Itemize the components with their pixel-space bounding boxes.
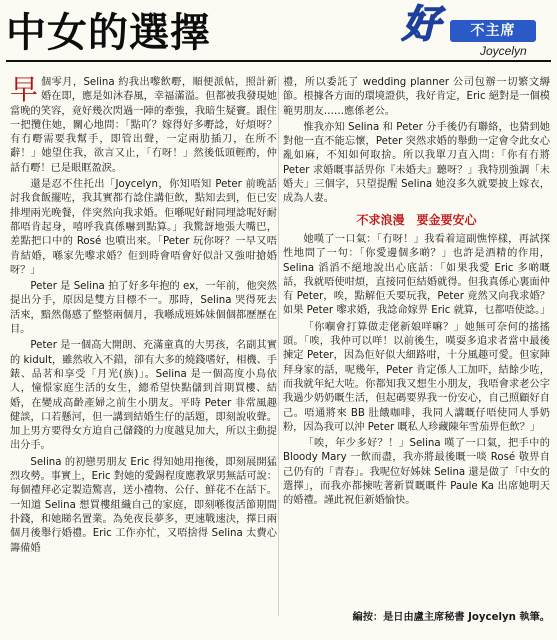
paragraph (10, 76, 277, 176)
subheading: 不求浪漫 要金要安心 (356, 212, 477, 227)
column-logo (398, 2, 552, 58)
paragraph: 禮，所以委託了 wedding planner 公司包辦一切繁文縟節。根據各方面的環境證供，我好肯定，Eric 絕對是一個模範男朋友……應係老公。 (283, 77, 550, 117)
paragraph: Selina 的初戀男朋友 Eric 得知她用拖後，即刻展開猛烈攻勢。事實上，Eric 對她的愛錫程度應教眾男無話可說：每個禮拜必定製造驚喜，送小禮物、公仔、鮮花不在話下。一知道 Selina 想買樓組織自己的家庭，即刻喺復活節期間扑錢，和她睇名置業。為免夜長夢多，更速戰速決，擇日兩個月後舉行婚禮。Eric 工作亦忙，又唔捨得 Selina 太費心籌備婚 (10, 456, 277, 554)
paragraph: 惟我亦知 Selina 和 Peter 分手後仍有聯絡，也猜到她對他一直不能忘懷，Peter 突然求婚的舉動一定會令此女心亂如麻，不知如何取捨。所以我單刀直入問：「你有冇將 Peter 求婚嘅事話畀你『未婚夫』聽呀？」我特別強調「未婚夫」三個字，只望提醒 Selina 她沒多久就要披上嫁衣，成為人妻。 (283, 121, 550, 205)
article-headline: 中女的選擇 (6, 9, 211, 56)
paragraph: 「唉，年少多好？！」Selina 嘆了一口氣，把手中的 Bloody Mary 一飲而盡，我亦將最後嘅一啖 Rosé 敬畀自己仍有的「青春」。我呢位好姊妹 Selina 還是做了「中女的選擇」，而我亦都揀咗著新買嘅嘅件 Paule Ka 出席她明天的婚禮。謹此祝佢新婚愉快。 (283, 438, 550, 507)
paragraph: Peter 是 Selina 拍了好多年抱的 ex，一年前，他突然提出分手，原因是雙方目標不一。那時，Selina 哭得死去活來，黯然傷感了整整兩個月，我喺成班姊妹個個都歷歷在目。 (10, 281, 277, 336)
editor-note: 編按：是日由盧主席秘書 Joycelyn 執筆。 (352, 612, 550, 623)
paragraph-text: 個零月，Selina 約我出嚟飲嘢，順便派帖，照計新婚在即，應是如沐春風，幸福滿溢。但都被我發現她當晚的笑容，竟好幾次閃過一陣的牽強，我暗生疑竇。跟住一把攬住她，關心地問：「點吖？嫁得好多嘢諗，好煩呀？有冇嘢需要我幫手，即管出聲，一定兩肋插刀，在所不辭！」她望住我，欲言又止，「冇呀！」然後低頭輕酌，仲話冇嘢！已是眼眶盈淚。 (10, 77, 277, 174)
logo-author: Joycelyn (480, 44, 527, 58)
paragraph: 她嘆了一口氣：「冇呀！」我看着這副憔悴樣，再試探性地問了一句：「你愛邊個多啲？」也許是酒精的作用，Selina 滔滔不絕地說出心底話：「如果我愛 Eric 多啲嘅話，我就唔使咁煩，直接同佢結婚就得。但我真係心裏面仲有 Peter，唉，點解佢夭要玩我，Peter 竟然又向我求婚？如果 Peter 嚟求婚，我諗命嫁畀 Eric 就算，乜都唔使諗。」 (283, 233, 550, 317)
logo-tag: 不主席 (450, 20, 536, 42)
column-divider (278, 76, 279, 616)
headline-rule (6, 60, 551, 62)
logo-hao-glyph: 好 (402, 1, 441, 46)
paragraph: 「你嗰會打算做走佬新娘咩嘛？」她無可奈何的搖搖頭。「唉，我仲可以咩！以前後生，嘆耍多追求者當中最後揀定 Peter，因為佢好似大細路咁，十分風趣可愛。但家陣拜身家的話，呢幾年，Peter 肯定係人工加吓，結餘少咗，而我就年紀大咗。你都知我又想生小朋友，我唔會求老公字我過少奶奶嘅生活，但起碼要界我一份安心，自己照顧好自己。唔通將來 BB 肚餓咖啡，我同人講嘅仔唔使同人爭奶粉，因為我可以沖 Peter 嘅私人珍藏陳年雪茄畀佢飲？」 (283, 321, 550, 433)
paragraph: Peter 是一個高大開朗、充滿童真的大男孩，名副其實的 kidult，雖然收入不錯，卻有大多的燒錢嗜好，相機、手錶、品茗和享受「月光(族)」。Selina 是一個高度小鳥依人，憧憬家庭生活的女生，總希望快點儲到首期買樓、結婚，在變成高齡產婦之前生小朋友。平時 Peter 非常風趣健談，口若懸河，但一講到結婚生仔的話題，即刻說收聲。加上男方要得女方迫自己儲錢的力度越見加大，所以主動提出分手。 (10, 340, 277, 452)
paragraph: 還是忍不住托出「Joycelyn，你知唔知 Peter 前晚話討我食飯擺咗，我其實都冇諗住講佢飲，點知去到，佢已安排埋兩光晚餐，伴突然向我求婚。佢喺呢好耐同埋諗呢好耐都唔肯起身，嘻呼我真係嚇到點算。」我驚訝地張大嘴巴，差點把口中的 Rosé 也噴出來。「Peter 玩你呀？一早又唔肯結婚，喺家先嚟求婚？佢到時會唔會好似計又強咁搶婚呀？」 (10, 179, 277, 276)
dropcap: 早 (10, 76, 39, 106)
right-column (283, 76, 550, 604)
left-column (10, 76, 277, 636)
